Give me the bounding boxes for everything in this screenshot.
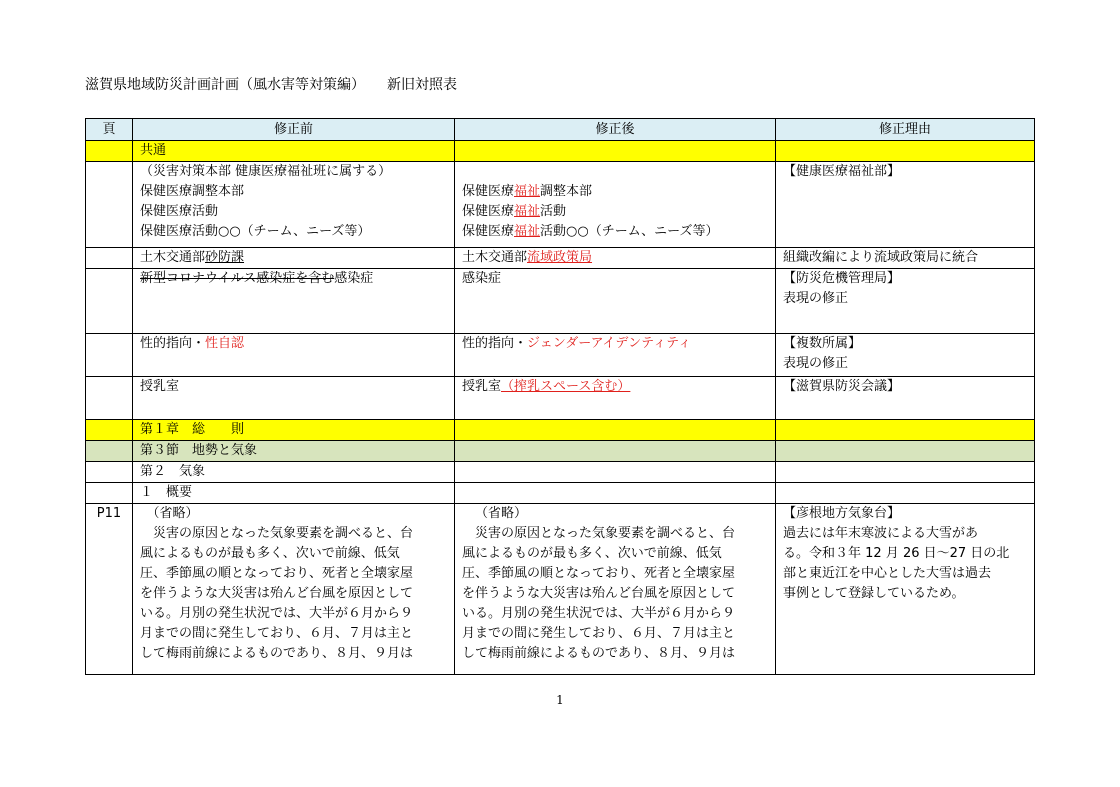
page-number: 1 <box>556 693 564 707</box>
reason-line: 表現の修正 <box>783 356 849 371</box>
nursing-after-cell <box>455 377 776 420</box>
p11-before-line: いる。月別の発生状況では、大半が６月から９ <box>140 606 414 621</box>
health-after-cell <box>455 162 776 248</box>
gender-after-changed: ジェンダーアイデンティティ <box>527 336 692 351</box>
p11-reason-cell <box>776 504 1035 675</box>
p11-after-cell <box>455 504 776 675</box>
document-title-text: 滋賀県地域防災計画計画（風水害等対策編） <box>85 77 365 93</box>
nursing-after-prefix: 授乳室 <box>462 379 502 394</box>
health-after-line <box>462 202 768 222</box>
table-header-row <box>86 119 1035 141</box>
health-before-cell <box>133 162 455 248</box>
p11-before-line: 圧、季節風の順となっており、死者と全壊家屋 <box>140 566 414 581</box>
nursing-after-inserted: （搾乳スペース含む） <box>501 379 631 394</box>
row-label-common: 共通 <box>133 141 455 162</box>
table-row-nursing <box>86 377 1035 420</box>
infection-reason-cell <box>776 269 1035 334</box>
nursing-reason-cell: 【滋賀県防災会議】 <box>776 377 1035 420</box>
reason-line: 【複数所属】 <box>783 336 862 351</box>
p11-page-cell: P11 <box>86 504 133 675</box>
gender-before-cell <box>133 334 455 377</box>
health-after-line <box>462 222 768 242</box>
gender-before-prefix: 性的指向・ <box>140 336 206 351</box>
table-row-item <box>86 462 1035 483</box>
table-row-infection <box>86 269 1035 334</box>
p11-reason-line: 部と東近江を中心とした大雪は過去 <box>783 566 992 581</box>
header-page: 頁 <box>86 119 133 141</box>
p11-before-line: を伴うような大災害は殆んど台風を原因として <box>140 586 414 601</box>
p11-reason-line: 【彦根地方気象台】 <box>783 506 901 521</box>
health-before-line: 保健医療活動○○（チーム、ニーズ等） <box>140 224 371 239</box>
after-inserted: 福祉 <box>514 224 541 239</box>
p11-after-line: して梅雨前線によるものであり、８月、９月は <box>462 646 736 661</box>
reason-line: 【防災危機管理局】 <box>783 271 901 286</box>
after-inserted: 福祉 <box>514 184 541 199</box>
after-prefix: 保健医療 <box>462 224 515 239</box>
gender-reason-cell <box>776 334 1035 377</box>
table-row-civil <box>86 248 1035 269</box>
p11-after-line: 圧、季節風の順となっており、死者と全壊家屋 <box>462 566 736 581</box>
infection-before-deleted: 新型コロナウイルス感染症を含む <box>140 271 335 286</box>
p11-before-line: して梅雨前線によるものであり、８月、９月は <box>140 646 414 661</box>
civil-before-cell <box>133 248 455 269</box>
p11-before-line: 月までの間に発生しており、６月、７月は主と <box>140 626 414 641</box>
gender-after-cell <box>455 334 776 377</box>
p11-after-line: を伴うような大災害は殆んど台風を原因として <box>462 586 736 601</box>
p11-before-cell <box>133 504 455 675</box>
table-row-gender <box>86 334 1035 377</box>
after-inserted: 福祉 <box>514 204 541 219</box>
infection-before-rest: 感染症 <box>334 271 374 286</box>
infection-before-cell <box>133 269 455 334</box>
p11-reason-line: 事例として登録しているため。 <box>783 586 965 601</box>
health-after-line <box>462 182 768 202</box>
health-before-line: 保健医療調整本部 <box>140 184 245 199</box>
p11-before-line: 風によるものが最も多く、次いで前線、低気 <box>140 546 400 561</box>
nursing-before-cell: 授乳室 <box>133 377 455 420</box>
p11-before-line: （省略） <box>140 506 199 521</box>
gender-before-changed: 性自認 <box>205 336 245 351</box>
document-title <box>85 74 457 94</box>
after-suffix: 調整本部 <box>540 184 593 199</box>
table-row-common <box>86 141 1035 162</box>
civil-after-cell <box>455 248 776 269</box>
p11-after-line: 風によるものが最も多く、次いで前線、低気 <box>462 546 722 561</box>
p11-reason-line: 過去には年末寒波による大雪があ <box>783 526 979 541</box>
table-row-subitem <box>86 483 1035 504</box>
health-before-line: 保健医療活動 <box>140 204 219 219</box>
p11-after-line: いる。月別の発生状況では、大半が６月から９ <box>462 606 736 621</box>
row-label-subitem: １ 概要 <box>133 483 455 504</box>
civil-before-deleted: 砂防課 <box>205 250 245 265</box>
civil-reason-cell: 組織改編により流域政策局に統合 <box>776 248 1035 269</box>
row-label-item: 第２ 気象 <box>133 462 455 483</box>
header-reason: 修正理由 <box>776 119 1035 141</box>
row-label-section: 第３節 地勢と気象 <box>133 441 455 462</box>
comparison-table <box>85 118 1035 675</box>
header-before: 修正前 <box>133 119 455 141</box>
row-label-chapter: 第１章 総 則 <box>133 420 455 441</box>
table-row-p11 <box>86 504 1035 675</box>
document-subtitle: 新旧対照表 <box>387 77 457 93</box>
infection-after-cell: 感染症 <box>455 269 776 334</box>
after-prefix: 保健医療 <box>462 204 515 219</box>
p11-reason-line: る。令和３年 12 月 26 日～27 日の北 <box>783 546 1010 561</box>
civil-after-prefix: 土木交通部 <box>462 250 528 265</box>
table-row-health <box>86 162 1035 248</box>
table-row-section <box>86 441 1035 462</box>
p11-after-line: 月までの間に発生しており、６月、７月は主と <box>462 626 736 641</box>
p11-after-line: （省略） <box>475 506 528 521</box>
civil-before-prefix: 土木交通部 <box>140 250 206 265</box>
health-reason-cell: 【健康医療福祉部】 <box>776 162 1035 248</box>
header-after: 修正後 <box>455 119 776 141</box>
after-prefix: 保健医療 <box>462 184 515 199</box>
gender-after-prefix: 性的指向・ <box>462 336 528 351</box>
after-suffix: 活動○○（チーム、ニーズ等） <box>540 224 719 239</box>
health-before-line: （災害対策本部 健康医療福祉班に属する） <box>140 164 392 179</box>
civil-after-inserted: 流域政策局 <box>527 250 593 265</box>
p11-after-line: 災害の原因となった気象要素を調べると、台 <box>462 526 736 541</box>
table-row-chapter <box>86 420 1035 441</box>
p11-before-line: 災害の原因となった気象要素を調べると、台 <box>140 526 414 541</box>
reason-line: 表現の修正 <box>783 291 849 306</box>
after-suffix: 活動 <box>540 204 567 219</box>
